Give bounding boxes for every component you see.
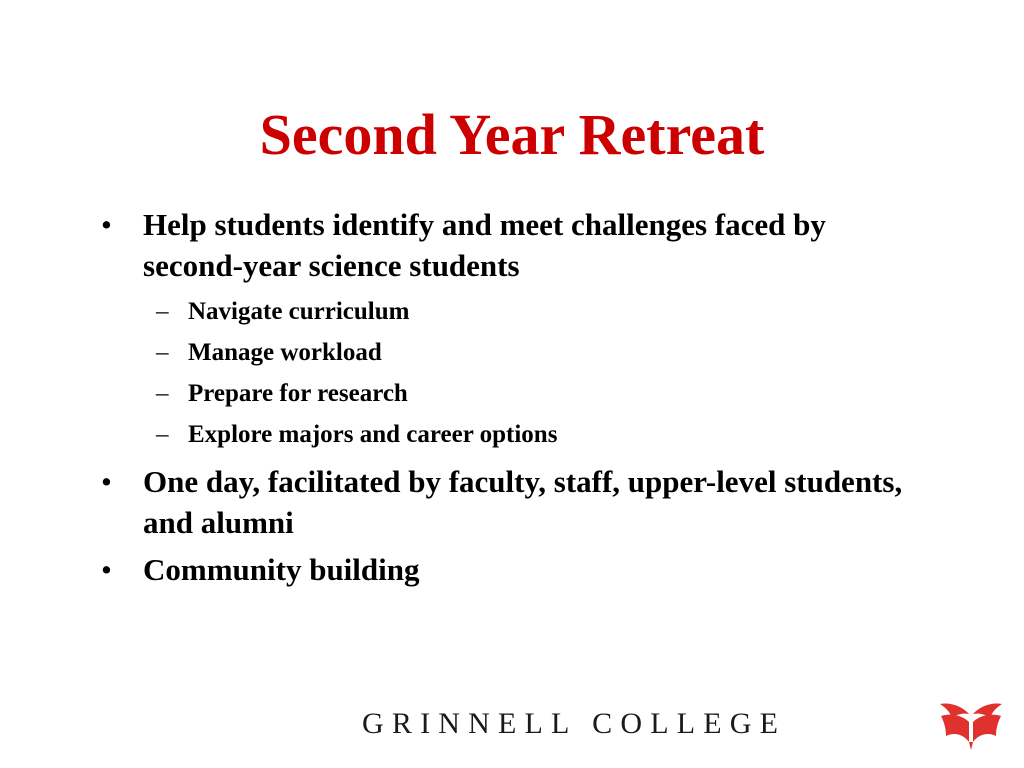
bullet-marker: • — [101, 207, 112, 242]
sub-bullet-item — [0, 414, 1024, 455]
sub-bullet-marker: – — [156, 421, 169, 448]
slide-title: Second Year Retreat — [259, 102, 765, 167]
bullet-item — [0, 204, 1024, 286]
logo-shape — [940, 703, 1002, 750]
sub-bullet-text: Navigate curriculum — [188, 298, 410, 325]
sub-bullet-marker: – — [156, 380, 169, 407]
bullet-item — [0, 461, 1024, 543]
grinnell-logo-icon — [938, 700, 1004, 750]
bullet-text: Community building — [143, 552, 420, 587]
sub-bullet-item — [0, 332, 1024, 373]
sub-bullet-item — [0, 373, 1024, 414]
bullet-text: One day, facilitated by faculty, staff, upper-level students, and alumni — [143, 464, 903, 540]
sub-bullet-text: Explore majors and career options — [188, 421, 558, 448]
sub-bullet-text: Prepare for research — [188, 380, 408, 407]
slide-content — [0, 204, 1024, 596]
bullet-item — [0, 549, 1024, 590]
college-wordmark: GRINNELL COLLEGE — [362, 707, 787, 740]
sub-bullet-item — [0, 291, 1024, 332]
bullet-marker: • — [101, 464, 112, 499]
bullet-text: Help students identify and meet challenges faced by second-year science students — [143, 207, 826, 283]
sub-bullet-marker: – — [156, 339, 169, 366]
sub-bullet-marker: – — [156, 298, 169, 325]
sub-bullet-list — [0, 291, 1024, 455]
sub-bullet-text: Manage workload — [188, 339, 382, 366]
bullet-marker: • — [101, 552, 112, 587]
